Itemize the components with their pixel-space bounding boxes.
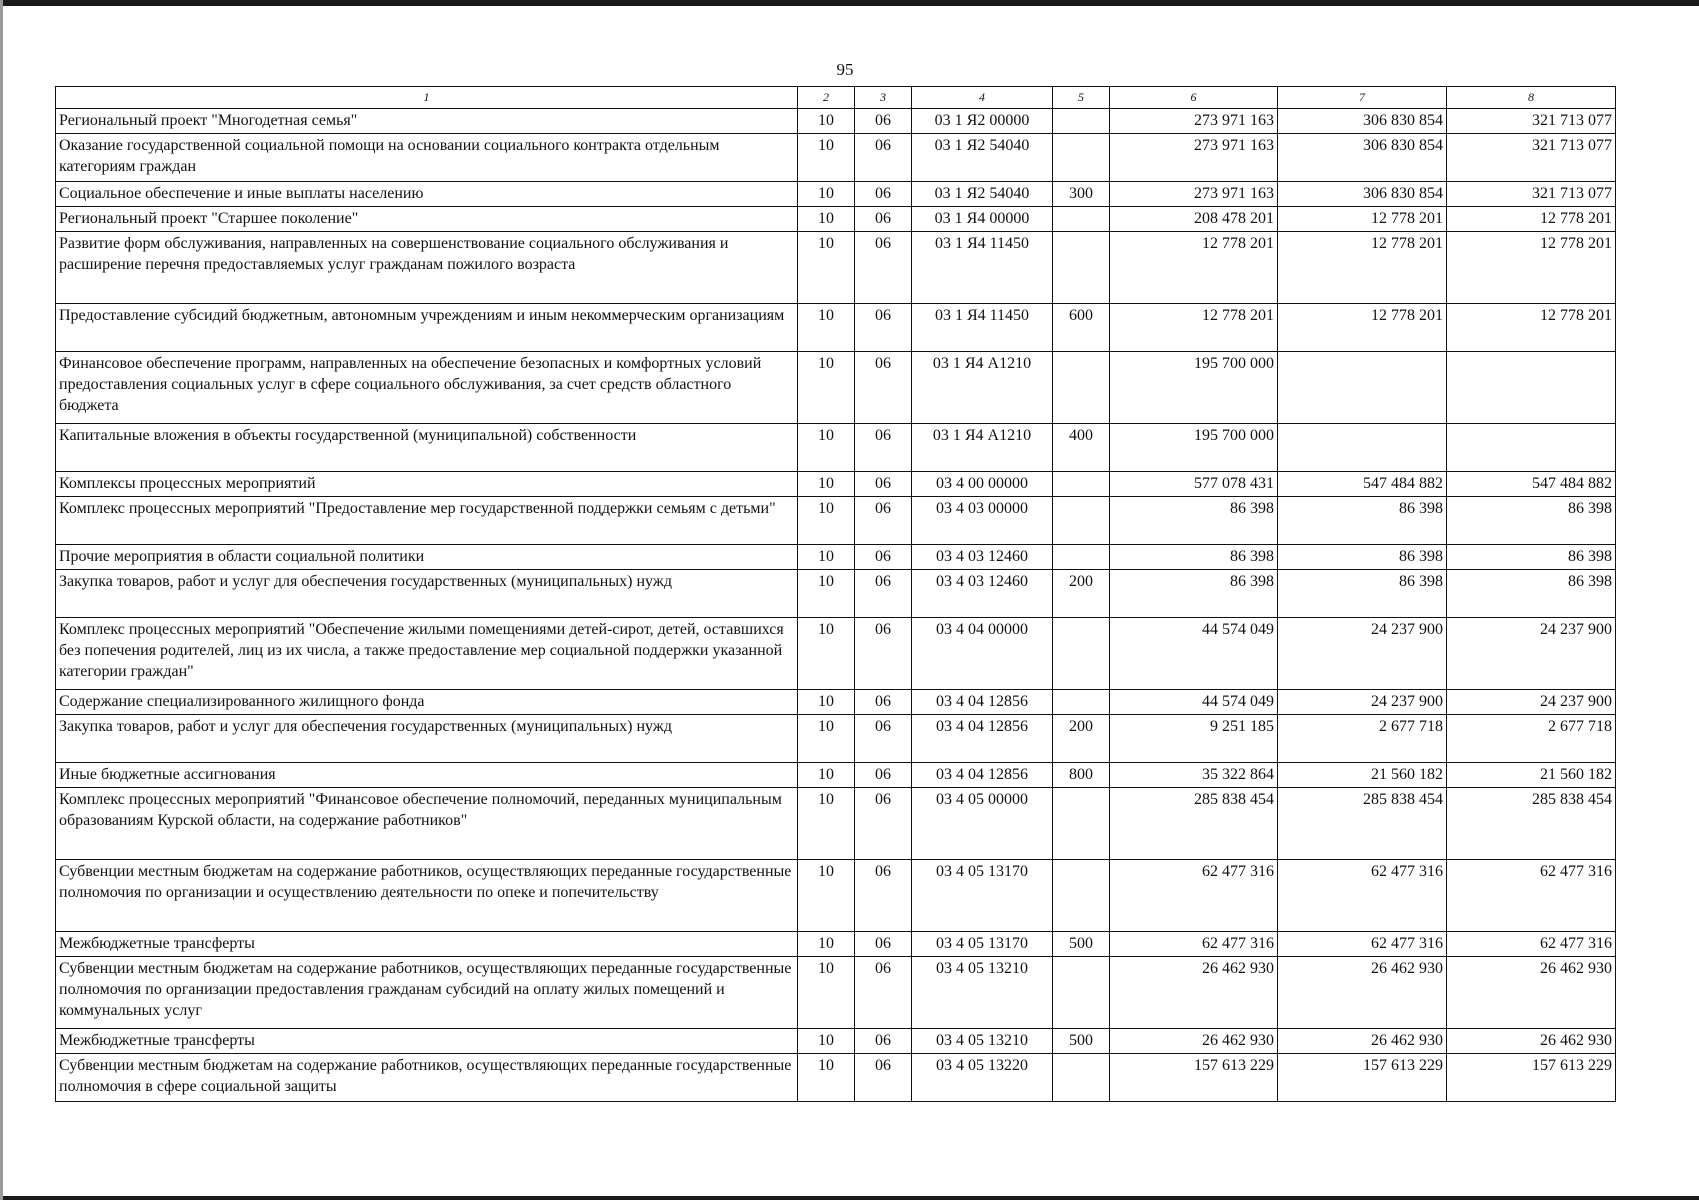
column-number-row (56, 87, 1616, 109)
expense-type-code-cell: 800 (1053, 763, 1110, 788)
row-name-cell: Субвенции местным бюджетам на содержание работников, осуществляющих переданные государственные полномочия по организации и осуществлению деятельности по опеке и попечительству (56, 860, 798, 932)
amount-year-2-cell: 12 778 201 (1278, 207, 1447, 232)
section-code-cell: 10 (798, 690, 855, 715)
scan-border-top (0, 0, 1699, 6)
section-code-cell: 10 (798, 352, 855, 424)
subsection-code-cell: 06 (855, 232, 912, 304)
row-name-cell: Оказание государственной социальной помощи на основании социального контракта отдельным категориям граждан (56, 134, 798, 182)
target-article-code-cell: 03 4 04 12856 (912, 690, 1053, 715)
amount-year-2-cell: 62 477 316 (1278, 932, 1447, 957)
subsection-code-cell: 06 (855, 1054, 912, 1102)
row-name-cell: Комплекс процессных мероприятий "Предоставление мер государственной поддержки семьям с детьми" (56, 497, 798, 545)
amount-year-3-cell: 24 237 900 (1447, 690, 1616, 715)
column-header: 6 (1110, 87, 1278, 109)
amount-year-2-cell: 21 560 182 (1278, 763, 1447, 788)
expense-type-code-cell (1053, 109, 1110, 134)
column-header: 3 (855, 87, 912, 109)
amount-year-1-cell: 35 322 864 (1110, 763, 1278, 788)
target-article-code-cell: 03 1 Я4 00000 (912, 207, 1053, 232)
expense-type-code-cell: 400 (1053, 424, 1110, 472)
row-name-cell: Развитие форм обслуживания, направленных на совершенствование социального обслуживания и расширение перечня предоставляемых услуг гражданам пожилого возраста (56, 232, 798, 304)
row-name-cell: Предоставление субсидий бюджетным, автономным учреждениям и иным некоммерческим организациям (56, 304, 798, 352)
amount-year-2-cell: 24 237 900 (1278, 690, 1447, 715)
expense-type-code-cell (1053, 207, 1110, 232)
subsection-code-cell: 06 (855, 472, 912, 497)
amount-year-3-cell: 12 778 201 (1447, 207, 1616, 232)
section-code-cell: 10 (798, 618, 855, 690)
section-code-cell: 10 (798, 497, 855, 545)
row-name-cell: Субвенции местным бюджетам на содержание работников, осуществляющих переданные государственные полномочия в сфере социальной защиты (56, 1054, 798, 1102)
amount-year-3-cell: 62 477 316 (1447, 932, 1616, 957)
amount-year-2-cell: 2 677 718 (1278, 715, 1447, 763)
scan-border-bottom (0, 1196, 1699, 1200)
amount-year-3-cell: 321 713 077 (1447, 182, 1616, 207)
amount-year-3-cell: 321 713 077 (1447, 109, 1616, 134)
expense-type-code-cell (1053, 788, 1110, 860)
table-row (56, 690, 1616, 715)
subsection-code-cell: 06 (855, 932, 912, 957)
amount-year-1-cell: 285 838 454 (1110, 788, 1278, 860)
row-name-cell: Прочие мероприятия в области социальной политики (56, 545, 798, 570)
table-row (56, 715, 1616, 763)
amount-year-2-cell: 86 398 (1278, 545, 1447, 570)
target-article-code-cell: 03 4 04 12856 (912, 715, 1053, 763)
amount-year-1-cell: 577 078 431 (1110, 472, 1278, 497)
expense-type-code-cell (1053, 545, 1110, 570)
section-code-cell: 10 (798, 424, 855, 472)
table-row (56, 304, 1616, 352)
subsection-code-cell: 06 (855, 134, 912, 182)
expense-type-code-cell (1053, 1054, 1110, 1102)
row-name-cell: Финансовое обеспечение программ, направленных на обеспечение безопасных и комфортных условий предоставления социальных услуг в сфере социального обслуживания, за счет средств областного бюджета (56, 352, 798, 424)
section-code-cell: 10 (798, 570, 855, 618)
target-article-code-cell: 03 1 Я4 11450 (912, 304, 1053, 352)
amount-year-2-cell: 306 830 854 (1278, 182, 1447, 207)
amount-year-3-cell: 21 560 182 (1447, 763, 1616, 788)
row-name-cell: Социальное обеспечение и иные выплаты населению (56, 182, 798, 207)
amount-year-2-cell: 26 462 930 (1278, 957, 1447, 1029)
section-code-cell: 10 (798, 763, 855, 788)
section-code-cell: 10 (798, 715, 855, 763)
amount-year-3-cell: 12 778 201 (1447, 232, 1616, 304)
table-row (56, 497, 1616, 545)
amount-year-3-cell: 24 237 900 (1447, 618, 1616, 690)
amount-year-3-cell: 2 677 718 (1447, 715, 1616, 763)
amount-year-1-cell: 195 700 000 (1110, 352, 1278, 424)
amount-year-3-cell: 285 838 454 (1447, 788, 1616, 860)
amount-year-2-cell: 306 830 854 (1278, 109, 1447, 134)
amount-year-3-cell: 86 398 (1447, 497, 1616, 545)
amount-year-1-cell: 62 477 316 (1110, 860, 1278, 932)
section-code-cell: 10 (798, 1029, 855, 1054)
expense-type-code-cell: 300 (1053, 182, 1110, 207)
column-header: 4 (912, 87, 1053, 109)
target-article-code-cell: 03 4 05 13210 (912, 957, 1053, 1029)
table-row (56, 472, 1616, 497)
amount-year-2-cell: 12 778 201 (1278, 232, 1447, 304)
amount-year-3-cell: 547 484 882 (1447, 472, 1616, 497)
target-article-code-cell: 03 4 04 12856 (912, 763, 1053, 788)
subsection-code-cell: 06 (855, 618, 912, 690)
column-header: 5 (1053, 87, 1110, 109)
row-name-cell: Закупка товаров, работ и услуг для обеспечения государственных (муниципальных) нужд (56, 570, 798, 618)
amount-year-1-cell: 195 700 000 (1110, 424, 1278, 472)
amount-year-3-cell: 26 462 930 (1447, 1029, 1616, 1054)
target-article-code-cell: 03 4 05 00000 (912, 788, 1053, 860)
expense-type-code-cell (1053, 472, 1110, 497)
table-row (56, 618, 1616, 690)
column-header: 2 (798, 87, 855, 109)
table-row (56, 207, 1616, 232)
amount-year-3-cell: 62 477 316 (1447, 860, 1616, 932)
amount-year-1-cell: 273 971 163 (1110, 182, 1278, 207)
expense-type-code-cell (1053, 618, 1110, 690)
table-row (56, 570, 1616, 618)
expense-type-code-cell: 500 (1053, 1029, 1110, 1054)
row-name-cell: Межбюджетные трансферты (56, 1029, 798, 1054)
target-article-code-cell: 03 4 05 13170 (912, 860, 1053, 932)
row-name-cell: Региональный проект "Многодетная семья" (56, 109, 798, 134)
table-row (56, 232, 1616, 304)
table-row (56, 352, 1616, 424)
expense-type-code-cell (1053, 232, 1110, 304)
amount-year-2-cell: 157 613 229 (1278, 1054, 1447, 1102)
column-header: 7 (1278, 87, 1447, 109)
section-code-cell: 10 (798, 182, 855, 207)
target-article-code-cell: 03 4 00 00000 (912, 472, 1053, 497)
amount-year-3-cell: 157 613 229 (1447, 1054, 1616, 1102)
target-article-code-cell: 03 4 04 00000 (912, 618, 1053, 690)
amount-year-2-cell: 12 778 201 (1278, 304, 1447, 352)
section-code-cell: 10 (798, 207, 855, 232)
target-article-code-cell: 03 4 05 13220 (912, 1054, 1053, 1102)
amount-year-1-cell: 12 778 201 (1110, 304, 1278, 352)
amount-year-3-cell (1447, 352, 1616, 424)
subsection-code-cell: 06 (855, 715, 912, 763)
subsection-code-cell: 06 (855, 763, 912, 788)
target-article-code-cell: 03 1 Я2 00000 (912, 109, 1053, 134)
table-row (56, 932, 1616, 957)
table-row (56, 1054, 1616, 1102)
section-code-cell: 10 (798, 957, 855, 1029)
amount-year-1-cell: 157 613 229 (1110, 1054, 1278, 1102)
page-number: 95 (836, 60, 854, 79)
table-row (56, 109, 1616, 134)
target-article-code-cell: 03 4 03 12460 (912, 570, 1053, 618)
target-article-code-cell: 03 1 Я4 А1210 (912, 352, 1053, 424)
section-code-cell: 10 (798, 788, 855, 860)
target-article-code-cell: 03 1 Я2 54040 (912, 134, 1053, 182)
table-row (56, 788, 1616, 860)
subsection-code-cell: 06 (855, 497, 912, 545)
row-name-cell: Комплексы процессных мероприятий (56, 472, 798, 497)
target-article-code-cell: 03 1 Я4 11450 (912, 232, 1053, 304)
subsection-code-cell: 06 (855, 570, 912, 618)
section-code-cell: 10 (798, 860, 855, 932)
budget-table (55, 86, 1616, 1102)
table-row (56, 545, 1616, 570)
expense-type-code-cell: 200 (1053, 715, 1110, 763)
amount-year-2-cell (1278, 424, 1447, 472)
amount-year-2-cell: 24 237 900 (1278, 618, 1447, 690)
section-code-cell: 10 (798, 472, 855, 497)
expense-type-code-cell: 500 (1053, 932, 1110, 957)
amount-year-1-cell: 208 478 201 (1110, 207, 1278, 232)
scan-border-left (0, 0, 3, 1200)
amount-year-2-cell: 86 398 (1278, 497, 1447, 545)
amount-year-3-cell: 26 462 930 (1447, 957, 1616, 1029)
amount-year-1-cell: 9 251 185 (1110, 715, 1278, 763)
row-name-cell: Закупка товаров, работ и услуг для обеспечения государственных (муниципальных) нужд (56, 715, 798, 763)
row-name-cell: Иные бюджетные ассигнования (56, 763, 798, 788)
table-row (56, 763, 1616, 788)
amount-year-2-cell: 285 838 454 (1278, 788, 1447, 860)
target-article-code-cell: 03 4 05 13170 (912, 932, 1053, 957)
amount-year-3-cell: 12 778 201 (1447, 304, 1616, 352)
amount-year-1-cell: 86 398 (1110, 545, 1278, 570)
row-name-cell: Содержание специализированного жилищного фонда (56, 690, 798, 715)
subsection-code-cell: 06 (855, 352, 912, 424)
subsection-code-cell: 06 (855, 545, 912, 570)
table-row (56, 182, 1616, 207)
row-name-cell: Региональный проект "Старшее поколение" (56, 207, 798, 232)
section-code-cell: 10 (798, 932, 855, 957)
amount-year-1-cell: 26 462 930 (1110, 1029, 1278, 1054)
subsection-code-cell: 06 (855, 690, 912, 715)
target-article-code-cell: 03 1 Я4 А1210 (912, 424, 1053, 472)
expense-type-code-cell (1053, 957, 1110, 1029)
expense-type-code-cell: 200 (1053, 570, 1110, 618)
column-header: 8 (1447, 87, 1616, 109)
subsection-code-cell: 06 (855, 424, 912, 472)
amount-year-3-cell: 86 398 (1447, 570, 1616, 618)
amount-year-1-cell: 44 574 049 (1110, 690, 1278, 715)
amount-year-1-cell: 62 477 316 (1110, 932, 1278, 957)
table-row (56, 1029, 1616, 1054)
table-row (56, 957, 1616, 1029)
table-row (56, 860, 1616, 932)
subsection-code-cell: 06 (855, 182, 912, 207)
amount-year-1-cell: 12 778 201 (1110, 232, 1278, 304)
expense-type-code-cell (1053, 690, 1110, 715)
subsection-code-cell: 06 (855, 860, 912, 932)
amount-year-3-cell: 321 713 077 (1447, 134, 1616, 182)
amount-year-1-cell: 26 462 930 (1110, 957, 1278, 1029)
amount-year-1-cell: 273 971 163 (1110, 134, 1278, 182)
amount-year-2-cell: 86 398 (1278, 570, 1447, 618)
amount-year-2-cell (1278, 352, 1447, 424)
subsection-code-cell: 06 (855, 109, 912, 134)
row-name-cell: Межбюджетные трансферты (56, 932, 798, 957)
expense-type-code-cell (1053, 497, 1110, 545)
subsection-code-cell: 06 (855, 1029, 912, 1054)
amount-year-1-cell: 44 574 049 (1110, 618, 1278, 690)
target-article-code-cell: 03 1 Я2 54040 (912, 182, 1053, 207)
amount-year-2-cell: 547 484 882 (1278, 472, 1447, 497)
section-code-cell: 10 (798, 304, 855, 352)
expense-type-code-cell: 600 (1053, 304, 1110, 352)
amount-year-2-cell: 306 830 854 (1278, 134, 1447, 182)
amount-year-2-cell: 26 462 930 (1278, 1029, 1447, 1054)
section-code-cell: 10 (798, 134, 855, 182)
subsection-code-cell: 06 (855, 788, 912, 860)
row-name-cell: Комплекс процессных мероприятий "Финансовое обеспечение полномочий, переданных муниципальным образованиям Курской области, на содержание работников" (56, 788, 798, 860)
target-article-code-cell: 03 4 03 12460 (912, 545, 1053, 570)
section-code-cell: 10 (798, 232, 855, 304)
section-code-cell: 10 (798, 1054, 855, 1102)
amount-year-1-cell: 86 398 (1110, 570, 1278, 618)
amount-year-3-cell (1447, 424, 1616, 472)
section-code-cell: 10 (798, 545, 855, 570)
expense-type-code-cell (1053, 134, 1110, 182)
expense-type-code-cell (1053, 352, 1110, 424)
subsection-code-cell: 06 (855, 304, 912, 352)
section-code-cell: 10 (798, 109, 855, 134)
table-row (56, 424, 1616, 472)
row-name-cell: Комплекс процессных мероприятий "Обеспечение жилыми помещениями детей-сирот, детей, оставшихся без попечения родителей, лиц из их числа, а также предоставление мер социальной поддержки указанной категории граждан" (56, 618, 798, 690)
target-article-code-cell: 03 4 05 13210 (912, 1029, 1053, 1054)
subsection-code-cell: 06 (855, 957, 912, 1029)
amount-year-1-cell: 273 971 163 (1110, 109, 1278, 134)
amount-year-2-cell: 62 477 316 (1278, 860, 1447, 932)
column-header: 1 (56, 87, 798, 109)
subsection-code-cell: 06 (855, 207, 912, 232)
row-name-cell: Капитальные вложения в объекты государственной (муниципальной) собственности (56, 424, 798, 472)
amount-year-3-cell: 86 398 (1447, 545, 1616, 570)
table-row (56, 134, 1616, 182)
target-article-code-cell: 03 4 03 00000 (912, 497, 1053, 545)
amount-year-1-cell: 86 398 (1110, 497, 1278, 545)
expense-type-code-cell (1053, 860, 1110, 932)
row-name-cell: Субвенции местным бюджетам на содержание работников, осуществляющих переданные государственные полномочия по организации предоставления гражданам субсидий на оплату жилых помещений и коммунальных услуг (56, 957, 798, 1029)
